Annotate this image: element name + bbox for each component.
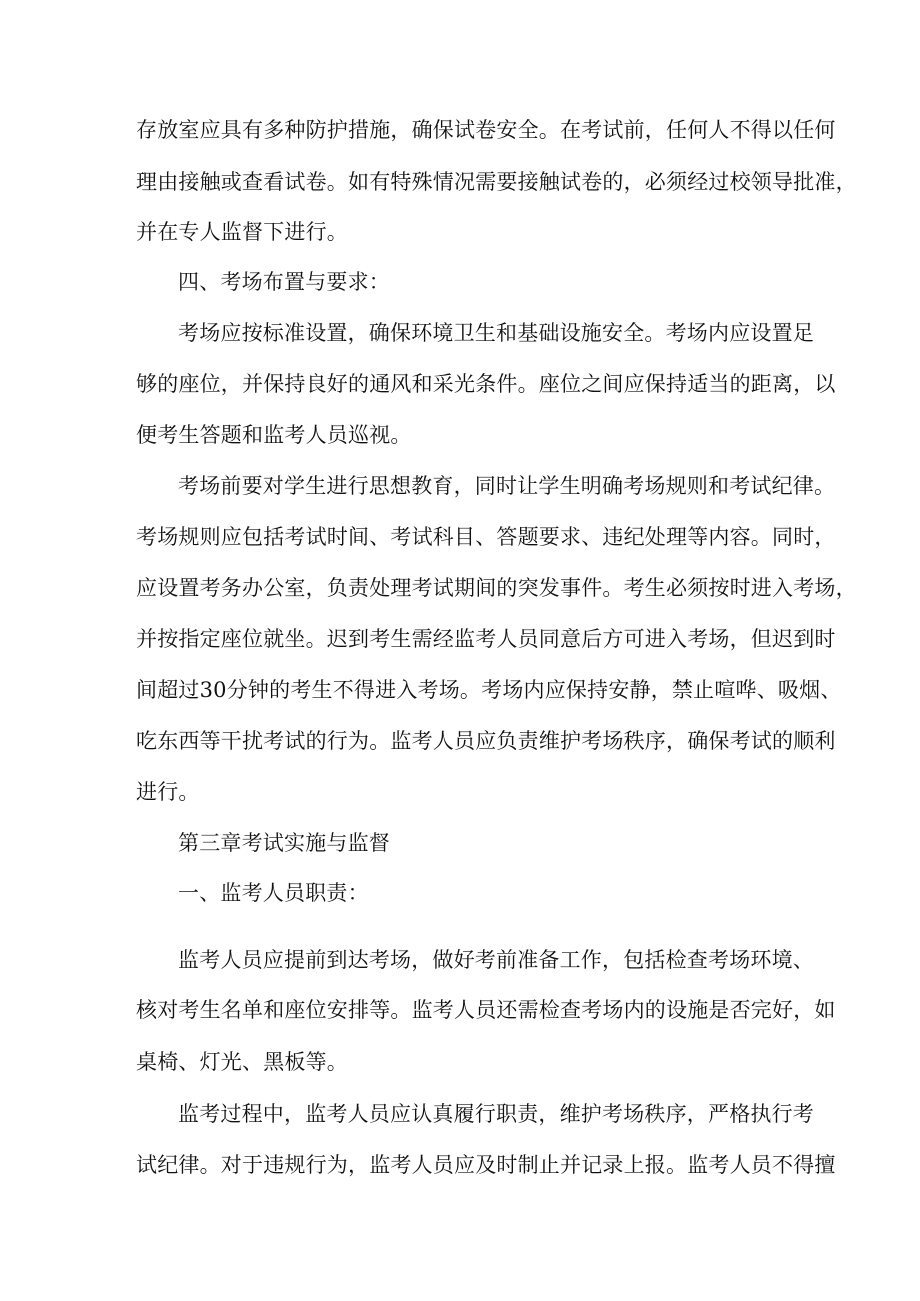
text-line: 桌椅、灯光、黑板等。 [136,1050,348,1074]
section-heading: 四、考场布置与要求： [178,270,390,294]
text-line: 核对考生名单和座位安排等。监考人员还需检查考场内的设施是否完好，如 [136,998,836,1022]
chapter-heading: 第三章考试实施与监督 [178,831,390,855]
section-heading: 一、监考人员职责： [178,881,369,905]
text-line: 考场应按标准设置，确保环境卫生和基础设施安全。考场内应设置足 [178,321,814,345]
text-line: 考场前要对学生进行思想教育，同时让学生明确考场规则和考试纪律。 [178,474,836,498]
text-line: 间超过30分钟的考生不得进入考场。考场内应保持安静，禁止喧哗、吸烟、 [136,678,842,702]
text-line: 应设置考务办公室，负责处理考试期间的突发事件。考生必须按时进入考场， [136,576,857,600]
text-line: 考场规则应包括考试时间、考试科目、答题要求、违纪处理等内容。同时， [136,525,836,549]
text-line: 监考人员应提前到达考场，做好考前准备工作，包括检查考场环境、 [178,948,814,972]
text-line: 便考生答题和监考人员巡视。 [136,423,412,447]
text-line: 试纪律。对于违规行为，监考人员应及时制止并记录上报。监考人员不得擅 [136,1153,836,1177]
text-line: 够的座位，并保持良好的通风和采光条件。座位之间应保持适当的距离，以 [136,372,836,396]
text-line: 并在专人监督下进行。 [136,220,348,244]
text-line: 监考过程中，监考人员应认真履行职责，维护考场秩序，严格执行考 [178,1102,814,1126]
text-line: 进行。 [136,780,200,804]
text-line: 理由接触或查看试卷。如有特殊情况需要接触试卷的，必须经过校领导批准， [136,170,857,194]
text-line: 存放室应具有多种防护措施，确保试卷安全。在考试前，任何人不得以任何 [136,118,836,142]
text-line: 吃东西等干扰考试的行为。监考人员应负责维护考场秩序，确保考试的顺利 [136,729,836,753]
text-line: 并按指定座位就坐。迟到考生需经监考人员同意后方可进入考场，但迟到时 [136,627,836,651]
